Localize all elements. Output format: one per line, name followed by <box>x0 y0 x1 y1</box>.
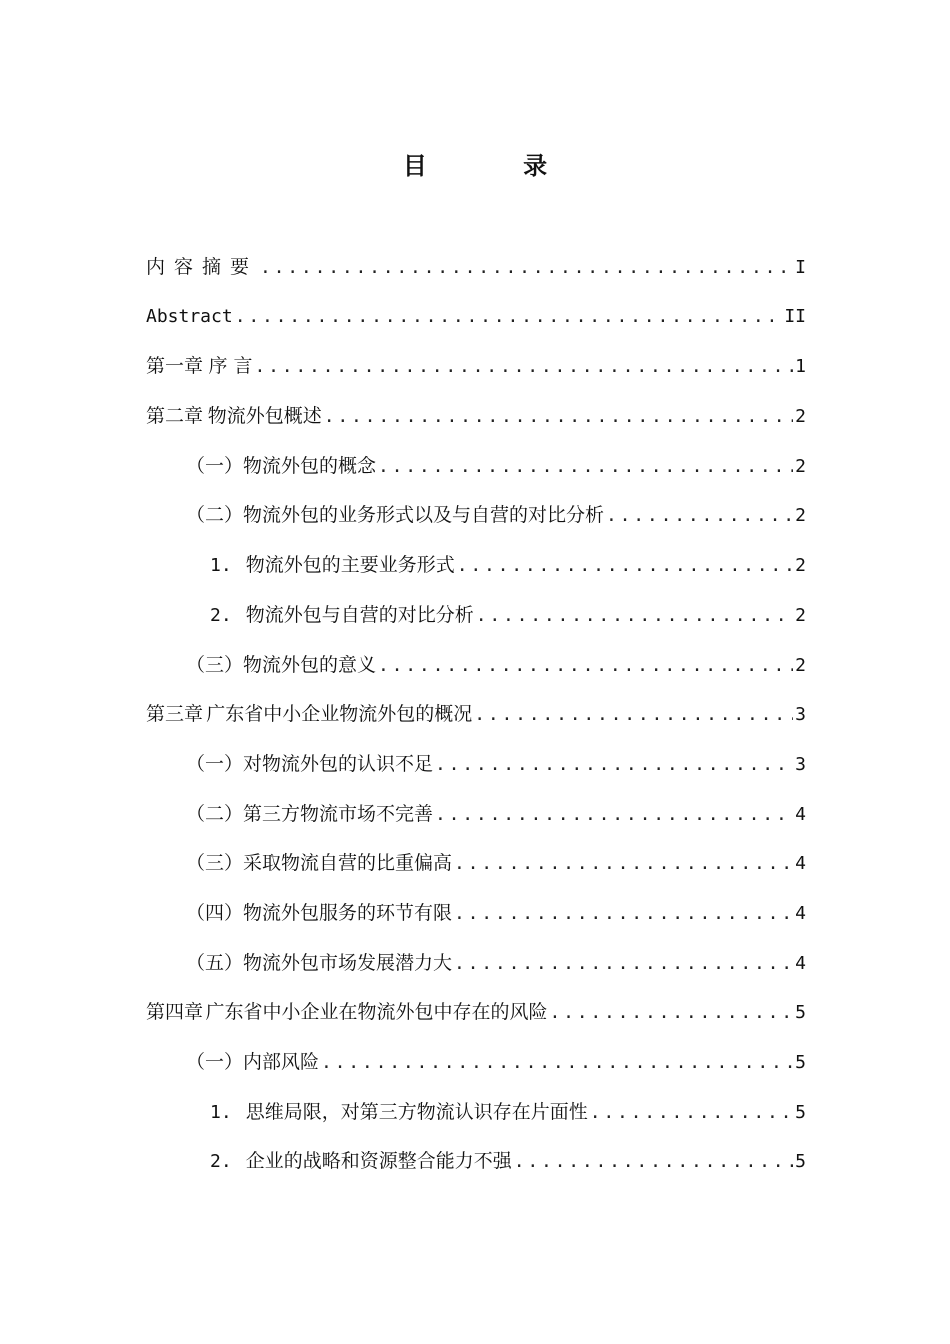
toc-page-number: 2 <box>795 604 806 626</box>
toc-dot-leader <box>260 250 793 286</box>
toc-page-number: 2 <box>795 406 806 428</box>
toc-entry[interactable] <box>146 597 806 647</box>
toc-entry-label: 物流外包概述 <box>207 405 322 428</box>
toc-page-number: 4 <box>795 853 806 875</box>
toc-entry-label: 广东省中小企业在物流外包中存在的风险 <box>205 1001 548 1024</box>
toc-dot-leader <box>435 747 793 783</box>
toc-chapter-number: 第一章 <box>146 355 204 378</box>
toc-entry[interactable] <box>146 1143 806 1193</box>
toc-entry-label: （二）第三方物流市场不完善 <box>186 802 434 825</box>
toc-chapter-number: 第四章 <box>146 1001 204 1024</box>
toc-page-number: 1 <box>795 356 806 378</box>
toc-page-number: 5 <box>795 1052 806 1073</box>
toc-entry[interactable] <box>146 746 806 796</box>
toc-entry[interactable] <box>146 1094 806 1144</box>
toc-dot-leader <box>606 498 793 534</box>
toc-entry-label: 企业的战略和资源整合能力不强 <box>245 1150 512 1173</box>
toc-entry-label: （五）物流外包市场发展潜力大 <box>186 951 453 974</box>
toc-page-number: 2 <box>795 654 806 676</box>
toc-item-number: 2. <box>210 604 232 626</box>
toc-dot-leader <box>254 349 793 385</box>
toc-entry[interactable] <box>146 299 806 349</box>
toc-entry-label: （四）物流外包服务的环节有限 <box>186 901 453 924</box>
toc-page-number: 4 <box>795 902 806 924</box>
toc-entry-label: 物流外包的主要业务形式 <box>245 554 455 577</box>
toc-dot-leader <box>457 548 793 584</box>
toc-entry[interactable] <box>146 497 806 547</box>
toc-dot-leader <box>321 1045 793 1081</box>
toc-entry[interactable] <box>146 448 806 498</box>
toc-entry-label: 广东省中小企业物流外包的概况 <box>206 703 473 726</box>
toc-entry-label: 序 言 <box>208 355 253 378</box>
toc-page-number: 4 <box>795 803 806 825</box>
table-of-contents <box>146 249 806 1193</box>
toc-dot-leader <box>590 1095 793 1131</box>
toc-page-number: 4 <box>795 952 806 974</box>
toc-dot-leader <box>476 598 793 634</box>
toc-dot-leader <box>435 797 793 833</box>
toc-chapter-number: 第二章 <box>146 405 204 428</box>
toc-page-number: 3 <box>795 753 806 775</box>
toc-dot-leader <box>454 896 793 932</box>
toc-dot-leader <box>378 648 793 684</box>
toc-entry[interactable] <box>146 845 806 895</box>
toc-page-number: 2 <box>795 455 806 477</box>
toc-entry-label: 内容摘要 <box>146 256 259 278</box>
toc-page-number: II <box>784 305 806 327</box>
toc-item-number: 1. <box>210 555 232 577</box>
toc-entry-label: Abstract <box>146 305 233 327</box>
toc-entry[interactable] <box>146 796 806 846</box>
toc-entry[interactable] <box>146 547 806 597</box>
toc-entry[interactable] <box>146 945 806 995</box>
toc-dot-leader <box>378 449 793 485</box>
toc-entry[interactable] <box>146 994 806 1044</box>
toc-entry-label: （三）采取物流自营的比重偏高 <box>186 852 453 875</box>
toc-page-number: 2 <box>795 555 806 577</box>
toc-item-number: 2. <box>210 1151 232 1173</box>
toc-entry-label: （一）内部风险 <box>186 1051 320 1073</box>
toc-dot-leader <box>454 946 793 982</box>
toc-chapter-number: 第三章 <box>146 703 204 726</box>
toc-entry-label: 物流外包与自营的对比分析 <box>245 603 474 626</box>
toc-page-number: 5 <box>795 1002 806 1024</box>
toc-entry[interactable] <box>146 696 806 746</box>
toc-page-number: 5 <box>795 1101 806 1123</box>
toc-page-number: I <box>795 257 806 278</box>
toc-entry[interactable] <box>146 895 806 945</box>
toc-title: 目 录 <box>402 152 592 180</box>
toc-entry-label: （一）对物流外包的认识不足 <box>186 752 434 775</box>
toc-dot-leader <box>514 1144 793 1180</box>
toc-page-number: 3 <box>795 704 806 726</box>
toc-dot-leader <box>474 697 793 733</box>
toc-page-number: 5 <box>795 1151 806 1173</box>
toc-entry[interactable] <box>146 348 806 398</box>
toc-entry[interactable] <box>146 647 806 697</box>
toc-dot-leader <box>235 299 783 335</box>
toc-dot-leader <box>454 846 793 882</box>
toc-page-number: 2 <box>795 505 806 527</box>
toc-entry[interactable] <box>146 1044 806 1094</box>
toc-entry-label: （三）物流外包的意义 <box>186 653 377 676</box>
toc-item-number: 1. <box>210 1101 232 1123</box>
toc-entry-label: （二）物流外包的业务形式以及与自营的对比分析 <box>186 504 605 527</box>
toc-dot-leader <box>324 399 793 435</box>
toc-entry[interactable] <box>146 249 806 299</box>
toc-entry[interactable] <box>146 398 806 448</box>
toc-entry-label: （一）物流外包的概念 <box>186 454 377 477</box>
toc-dot-leader <box>549 995 793 1031</box>
toc-entry-label: 思维局限，对第三方物流认识存在片面性 <box>245 1100 588 1123</box>
